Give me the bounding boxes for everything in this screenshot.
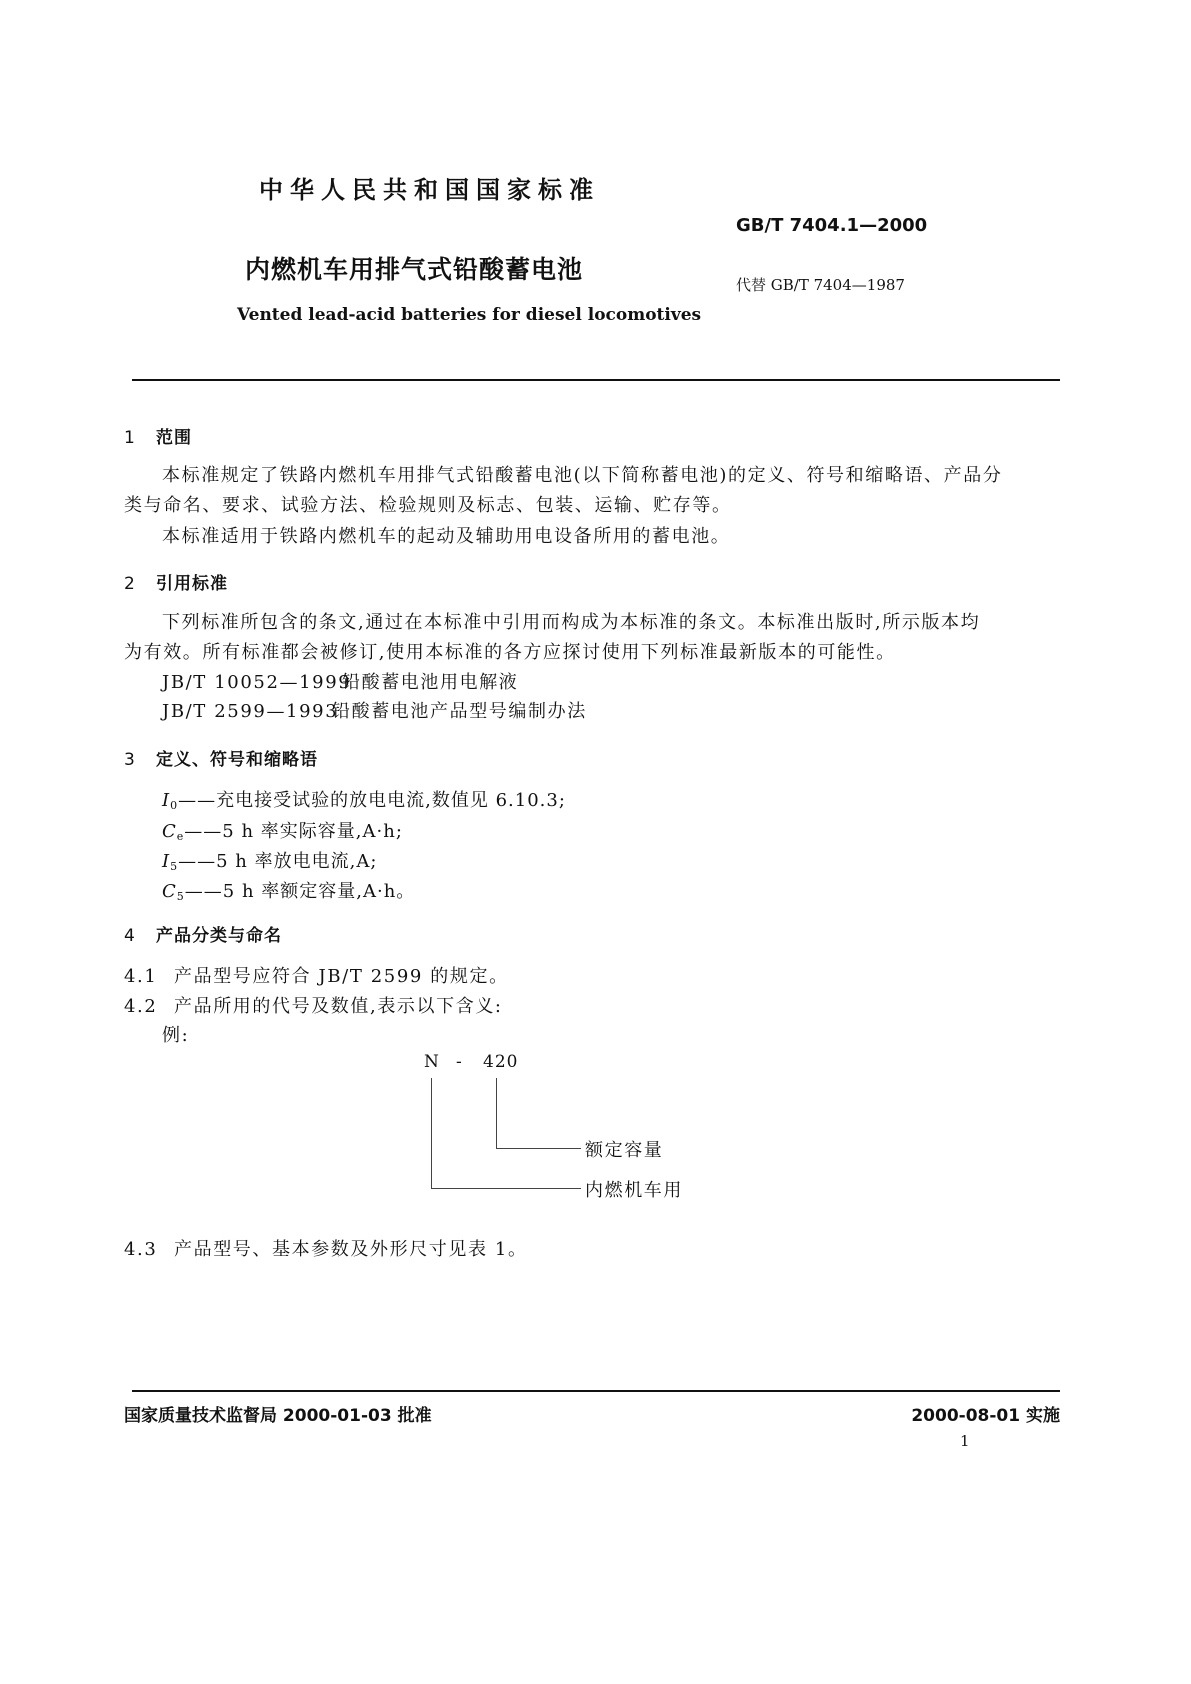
definition-symbol: C	[162, 821, 177, 842]
clause-4-1	[124, 960, 509, 993]
footer-rule	[132, 1390, 1060, 1392]
clause-number: 4.3	[124, 1239, 158, 1260]
reference-item	[162, 695, 587, 728]
clause-text: 产品型号应符合 JB/T 2599 的规定。	[174, 966, 509, 987]
definition-item	[162, 786, 566, 812]
reference-name: 铅酸蓄电池产品型号编制办法	[332, 701, 587, 722]
section-title: 引用标准	[156, 574, 228, 594]
definition-symbol: I	[162, 851, 171, 872]
section-number: 1	[124, 428, 136, 448]
approval-note: 国家质量技术监督局 2000-01-03 批准	[124, 1406, 432, 1426]
definition-subscript: 5	[170, 860, 179, 873]
section-3-heading	[124, 745, 318, 770]
definition-symbol: I	[162, 790, 171, 811]
clause-text: 产品型号、基本参数及外形尺寸见表 1。	[174, 1239, 528, 1260]
diagram-number: 420	[483, 1052, 519, 1072]
reference-name: 铅酸蓄电池用电解液	[342, 672, 519, 693]
definition-text: ——充电接受试验的放电电流,数值见 6.10.3;	[178, 790, 566, 811]
definition-text: ——5 h 率实际容量,A·h;	[184, 821, 403, 842]
paragraph-line: 为有效。所有标准都会被修订,使用本标准的各方应探讨使用下列标准最新版本的可能性。	[124, 642, 896, 663]
reference-code: JB/T 10052—1999	[162, 672, 352, 693]
section-number: 2	[124, 574, 136, 594]
clause-4-3	[124, 1233, 528, 1266]
diagram-label-capacity: 额定容量	[585, 1140, 664, 1161]
definition-subscript: 5	[176, 890, 185, 903]
section-number: 3	[124, 750, 136, 770]
definition-symbol: C	[162, 881, 177, 902]
implementation-date: 2000-08-01 实施	[911, 1406, 1060, 1426]
section-title: 定义、符号和缩略语	[156, 750, 318, 770]
connector-line	[431, 1078, 432, 1189]
definition-text: ——5 h 率放电电流,A;	[178, 851, 378, 872]
page-number: 1	[960, 1432, 970, 1450]
connector-line	[431, 1188, 581, 1189]
paragraph-line: 下列标准所包含的条文,通过在本标准中引用而构成为本标准的条文。本标准出版时,所示版本均	[162, 612, 981, 633]
paragraph-line: 类与命名、要求、试验方法、检验规则及标志、包装、运输、贮存等。	[124, 495, 732, 516]
example-label: 例:	[162, 1025, 190, 1046]
definition-text: ——5 h 率额定容量,A·h。	[184, 881, 416, 902]
national-standard-heading: 中华人民共和国国家标准	[259, 176, 600, 204]
definition-item	[162, 877, 415, 903]
definition-subscript: 0	[170, 799, 179, 812]
replaces-note: 代替 GB/T 7404—1987	[736, 276, 905, 294]
standard-code: GB/T 7404.1—2000	[736, 215, 928, 236]
document-title-cn: 内燃机车用排气式铅酸蓄电池	[245, 255, 584, 284]
diagram-letter: N	[424, 1052, 439, 1072]
paragraph-line: 本标准规定了铁路内燃机车用排气式铅酸蓄电池(以下简称蓄电池)的定义、符号和缩略语、产品分	[162, 465, 1003, 486]
document-title-en: Vented lead-acid batteries for diesel locomotives	[237, 305, 702, 325]
section-number: 4	[124, 926, 136, 946]
clause-number: 4.1	[124, 966, 158, 987]
definition-item	[162, 817, 403, 843]
clause-text: 产品所用的代号及数值,表示以下含义:	[174, 996, 503, 1017]
section-title: 产品分类与命名	[156, 926, 282, 946]
header-rule	[132, 379, 1060, 381]
section-1-heading	[124, 423, 192, 448]
reference-code: JB/T 2599—1993	[162, 701, 339, 722]
paragraph-line: 本标准适用于铁路内燃机车的起动及辅助用电设备所用的蓄电池。	[162, 526, 731, 547]
diagram-label-loco: 内燃机车用	[585, 1180, 683, 1201]
connector-line	[496, 1148, 581, 1149]
section-4-heading	[124, 921, 282, 946]
clause-number: 4.2	[124, 996, 158, 1017]
definition-subscript: e	[176, 830, 185, 843]
diagram-dash: -	[456, 1052, 462, 1072]
connector-line	[496, 1078, 497, 1149]
section-2-heading	[124, 569, 228, 594]
definition-item	[162, 847, 377, 873]
section-title: 范围	[156, 428, 192, 448]
